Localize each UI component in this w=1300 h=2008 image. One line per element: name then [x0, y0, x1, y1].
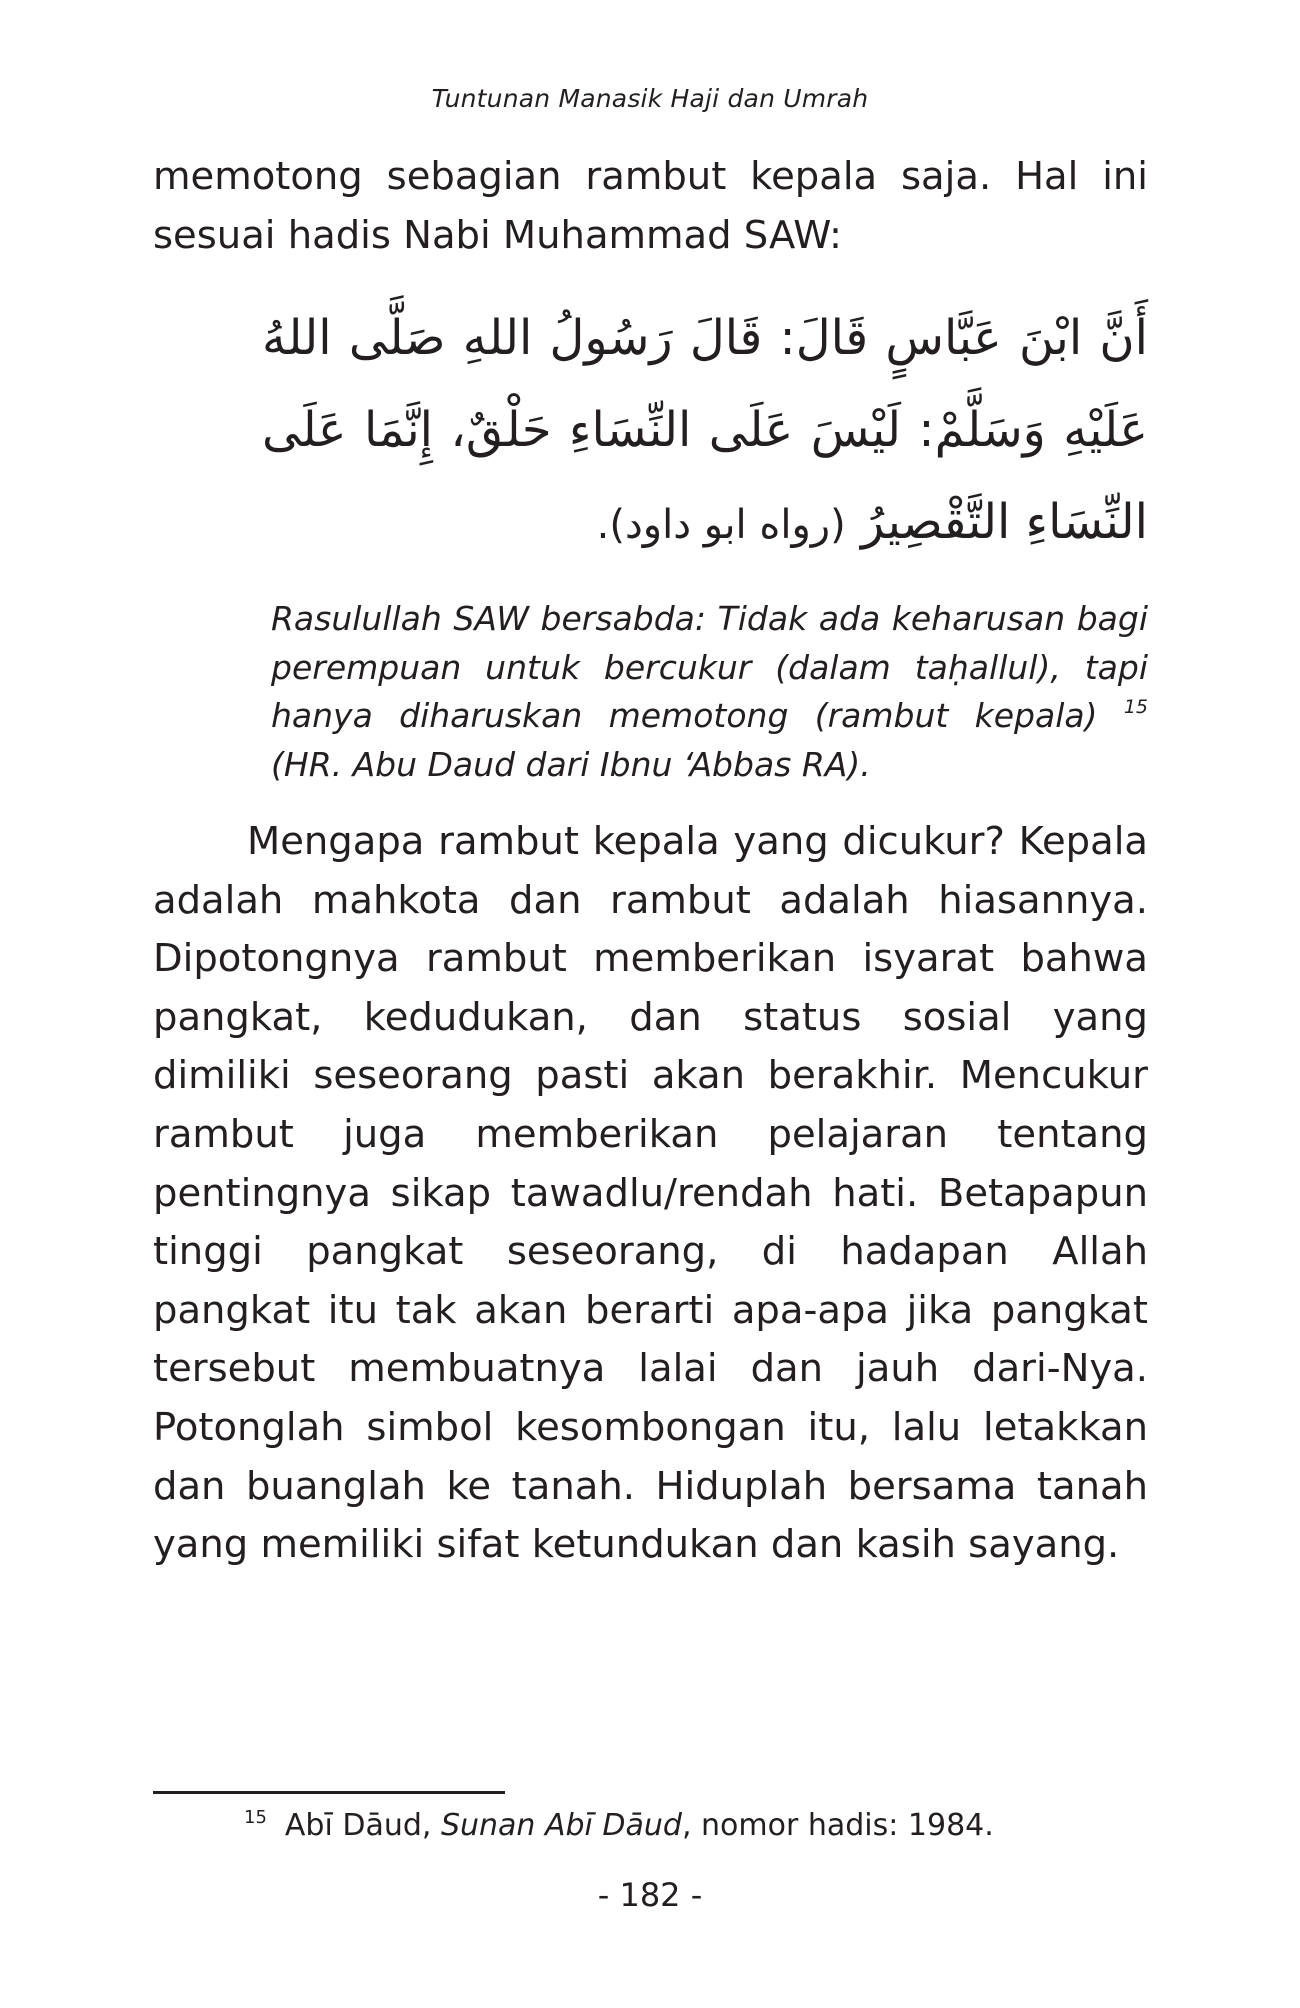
- running-header: Tuntunan Manasik Haji dan Umrah: [431, 84, 869, 113]
- intro-paragraph: memotong sebagian rambut kepala saja. Hal ini sesuai hadis Nabi Muhammad SAW:: [153, 154, 1148, 258]
- footnote: [244, 1806, 1144, 1846]
- translation-source: (HR. Abu Daud dari Ibnu ‘Abbas RA).: [271, 744, 871, 784]
- footnote-reference[interactable]: 15: [1123, 696, 1148, 718]
- main-paragraph: Mengapa rambut kepala yang dicukur? Kepala adalah mahkota dan rambut adalah hiasannya. Dipotongnya rambut memberikan isyarat bahwa pangkat, kedudukan, dan status sosial yang dimiliki seseorang pasti akan berakhir. Mencukur rambut juga memberikan pelajaran tentang pentingnya sikap tawadlu/rendah hati. Betapapun tinggi pangkat seseorang, di hadapan Allah pangkat itu tak akan berarti apa-apa jika pangkat tersebut membuatnya lalai dan jauh dari-Nya. Potonglah simbol kesombongan itu, lalu letakkan dan buanglah ke tanah. Hiduplah bersama tanah yang memiliki sifat ketundukan dan kasih sayang.: [153, 819, 1148, 1568]
- hadith-arabic-text: أَنَّ ابْنَ عَبَّاسٍ قَالَ: قَالَ رَسُولُ اللهِ صَلَّى اللهُ عَلَيْهِ وَسَلَّمْ: لَيْسَ عَلَى النِّسَاءِ حَلْقٌ، إِنَّمَا عَلَى النِّسَاءِ التَّقْصِيرُ: [262, 310, 1148, 550]
- hadith-arabic: [262, 292, 1148, 571]
- hadith-arabic-source: (رواه ابو داود).: [596, 502, 846, 548]
- page-number: - 182 -: [597, 1876, 703, 1914]
- footnote-detail: , nomor hadis: 1984.: [681, 1808, 994, 1843]
- footnote-divider: [153, 1791, 505, 1794]
- footnote-book-title: Sunan Abī Dāud: [440, 1808, 682, 1843]
- translation-text: Rasulullah SAW bersabda: Tidak ada keharusan bagi perempuan untuk bercukur (dalam taḥallul), tapi hanya diharuskan memotong (rambut kepala): [271, 599, 1148, 735]
- hadith-translation: [271, 595, 1148, 789]
- footnote-number: 15: [244, 1807, 267, 1828]
- footnote-author: Abī Dāud,: [284, 1808, 441, 1843]
